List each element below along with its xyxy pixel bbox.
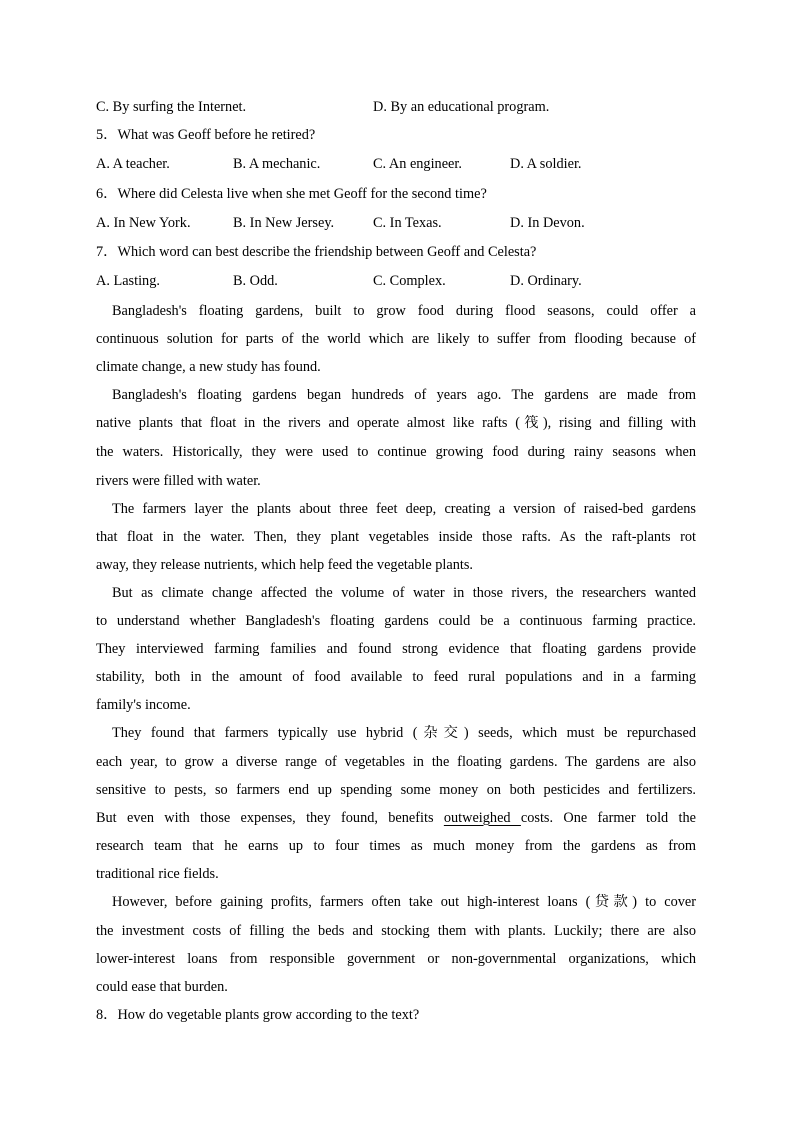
- q7-stem: 7．Which word can best describe the friendship between Geoff and Celesta?: [96, 244, 537, 260]
- paragraph-line: The farmers layer the plants about three feet deep, creating a version of raised-bed gardens: [112, 500, 696, 517]
- document-page: [96, 93, 696, 1030]
- paragraph-line: traditional rice fields.: [96, 865, 219, 882]
- q6-option-a[interactable]: A. In New York.: [96, 214, 191, 231]
- q5-option-a[interactable]: A. A teacher.: [96, 156, 170, 172]
- q6-option-d[interactable]: D. In Devon.: [510, 214, 585, 231]
- paragraph-line: research team that he earns up to four times as much money from the gardens as from: [96, 837, 696, 854]
- paragraph-line: Bangladesh's floating gardens began hundreds of years ago. The gardens are made from: [112, 386, 696, 403]
- q6-stem: 6．Where did Celesta live when she met Geoff for the second time?: [96, 185, 487, 202]
- paragraph-line: family's income.: [96, 696, 191, 713]
- paragraph-line: could ease that burden.: [96, 978, 228, 995]
- q5-stem: 5．What was Geoff before he retired?: [96, 127, 316, 143]
- paragraph-line: They interviewed farming families and found strong evidence that floating gardens provide: [96, 640, 696, 657]
- paragraph-line: that float in the water. Then, they plant vegetables inside those rafts. As the raft-plants rot: [96, 528, 696, 545]
- q6-option-c[interactable]: C. In Texas.: [373, 214, 442, 231]
- passage-paragraph-6: [96, 888, 696, 1001]
- passage-paragraph-1: [96, 297, 696, 381]
- q7-option-d[interactable]: D. Ordinary.: [510, 273, 582, 289]
- q6-option-b[interactable]: B. In New Jersey.: [233, 214, 335, 231]
- q7-options: [96, 267, 696, 297]
- paragraph-line: sensitive to pests, so farmers end up spending some money on both pesticides and fertilizers.: [96, 781, 696, 798]
- q5-option-d[interactable]: D. A soldier.: [510, 156, 582, 172]
- q5-option-b[interactable]: B. A mechanic.: [233, 156, 321, 172]
- paragraph-line: However, before gaining profits, farmers often take out high-interest loans (贷款) to cover: [112, 893, 696, 910]
- paragraph-line: stability, both in the amount of food available to feed rural populations and in a farming: [96, 668, 696, 685]
- paragraph-line: But as climate change affected the volume of water in those rivers, the researchers wanted: [112, 584, 696, 601]
- q5-options: [96, 150, 696, 180]
- line-text-after: costs. One farmer told the: [520, 809, 696, 826]
- passage-paragraph-2: [96, 381, 696, 495]
- paragraph-line: to understand whether Bangladesh's floating gardens could be a continuous farming practice.: [96, 612, 696, 629]
- underlined-word-outweighed: outweighed: [443, 809, 521, 826]
- q7-option-a[interactable]: A. Lasting.: [96, 273, 160, 289]
- paragraph-line: lower-interest loans from responsible government or non-governmental organizations, which: [96, 950, 696, 967]
- paragraph-line: climate change, a new study has found.: [96, 358, 321, 375]
- paragraph-line: each year, to grow a diverse range of vegetables in the floating gardens. The gardens are also: [96, 753, 696, 770]
- passage-paragraph-4: [96, 579, 696, 719]
- passage-paragraph-5: [96, 719, 696, 888]
- paragraph-line: continuous solution for parts of the world which are likely to suffer from flooding because of: [96, 330, 696, 347]
- line-text-before: But even with those expenses, they found, benefits: [96, 809, 434, 826]
- q4-option-c[interactable]: C. By surfing the Internet.: [96, 99, 247, 115]
- q6-options: [96, 209, 696, 239]
- paragraph-line: They found that farmers typically use hybrid (杂交) seeds, which must be repurchased: [112, 724, 696, 741]
- paragraph-line: Bangladesh's floating gardens, built to grow food during flood seasons, could offer a: [112, 302, 696, 319]
- paragraph-line: the waters. Historically, they were used to continue growing food during rainy seasons when: [96, 443, 696, 460]
- paragraph-line: the investment costs of filling the beds and stocking them with plants. Luckily; there are also: [96, 922, 696, 939]
- q8-stem: 8．How do vegetable plants grow according to the text?: [96, 1006, 420, 1023]
- paragraph-line: native plants that float in the rivers and operate almost like rafts (筏), rising and filling with: [96, 414, 696, 431]
- q5-option-c[interactable]: C. An engineer.: [373, 156, 462, 172]
- q4-options-cd: [96, 93, 696, 121]
- paragraph-line: away, they release nutrients, which help feed the vegetable plants.: [96, 556, 473, 573]
- paragraph-line-with-underline: [96, 804, 696, 832]
- q7-option-b[interactable]: B. Odd.: [233, 273, 278, 289]
- q4-option-d[interactable]: D. By an educational program.: [373, 99, 550, 115]
- q7-option-c[interactable]: C. Complex.: [373, 273, 446, 289]
- passage-paragraph-3: [96, 495, 696, 579]
- paragraph-line: rivers were filled with water.: [96, 472, 261, 489]
